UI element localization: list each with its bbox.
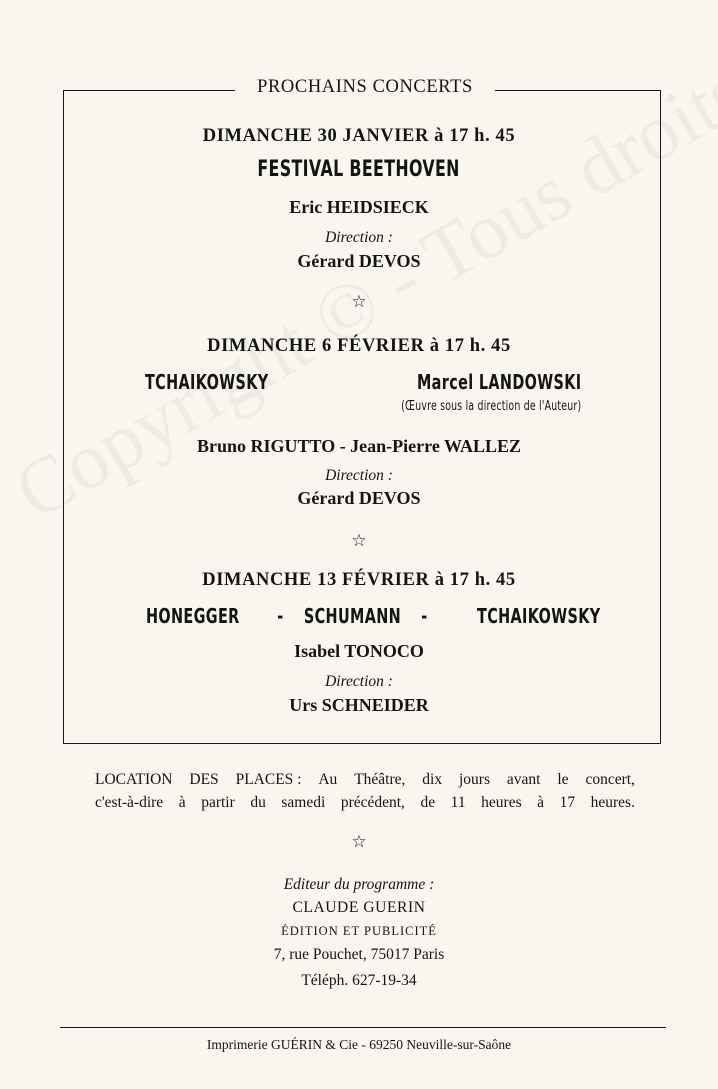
concert-2-composer-left-row bbox=[145, 370, 317, 394]
editor-address: 7, rue Pouchet, 75017 Paris bbox=[273, 946, 445, 963]
bottom-rule bbox=[60, 1027, 666, 1028]
word: à bbox=[537, 794, 545, 811]
star-separator-icon: ☆ bbox=[351, 531, 367, 550]
concert-2-composer-left: TCHAIKOWSKY bbox=[145, 370, 269, 394]
word: LOCATION bbox=[95, 771, 173, 788]
box-title: PROCHAINS CONCERTS bbox=[235, 74, 495, 100]
word: Au bbox=[318, 771, 338, 788]
word: 11 bbox=[450, 794, 466, 811]
editor-label: Editeur du programme : bbox=[283, 876, 435, 893]
word: heures bbox=[481, 794, 522, 811]
star-separator-icon: ☆ bbox=[351, 292, 367, 311]
location-line-2 bbox=[95, 791, 635, 814]
editor-name: CLAUDE GUERIN bbox=[292, 899, 426, 916]
word: à bbox=[178, 794, 186, 811]
location-line-1 bbox=[95, 768, 635, 791]
word: DES bbox=[189, 771, 219, 788]
star-separator-icon: ☆ bbox=[351, 832, 367, 851]
concert-1-program-row bbox=[0, 157, 718, 182]
concert-3-direction-label: Direction : bbox=[325, 673, 393, 690]
composer-separator: - bbox=[421, 604, 428, 628]
word: concert, bbox=[585, 771, 635, 788]
concert-3-composers bbox=[146, 604, 601, 628]
concert-3-date: DIMANCHE 13 FÉVRIER à 17 h. 45 bbox=[202, 570, 516, 590]
concert-3-conductor: Urs SCHNEIDER bbox=[289, 695, 429, 715]
concert-2-direction-label: Direction : bbox=[325, 467, 393, 484]
concert-2-composer-note-row bbox=[331, 397, 581, 415]
concert-2-composer-note: (Œuvre sous la direction de l'Auteur) bbox=[400, 399, 581, 414]
word: heures. bbox=[590, 794, 635, 811]
word: dix bbox=[422, 771, 443, 788]
word: c'est-à-dire bbox=[95, 794, 164, 811]
concert-1-program: FESTIVAL BEETHOVEN bbox=[257, 157, 461, 182]
composer-separator: - bbox=[277, 604, 284, 628]
editor-subtitle: ÉDITION ET PUBLICITÉ bbox=[281, 924, 437, 938]
word: partir bbox=[201, 794, 235, 811]
composer-name: TCHAIKOWSKY bbox=[476, 604, 601, 628]
imprint: Imprimerie GUÉRIN & Cie - 69250 Neuville-sur-Saône bbox=[206, 1037, 512, 1052]
word: jours bbox=[459, 771, 490, 788]
location-paragraph bbox=[95, 768, 635, 814]
word: de bbox=[420, 794, 436, 811]
editor-phone: Téléph. 627-19-34 bbox=[301, 972, 417, 989]
concert-2-date: DIMANCHE 6 FÉVRIER à 17 h. 45 bbox=[207, 336, 511, 356]
word: Théâtre, bbox=[354, 771, 406, 788]
word: samedi bbox=[281, 794, 326, 811]
concert-2-soloist: Bruno RIGUTTO - Jean-Pierre WALLEZ bbox=[196, 436, 522, 456]
word: avant bbox=[506, 771, 541, 788]
concert-1-soloist: Eric HEIDSIECK bbox=[289, 197, 429, 217]
concert-2-composer-right-row bbox=[353, 370, 581, 394]
word: PLACES : bbox=[235, 771, 302, 788]
concert-2-composer-right: Marcel LANDOWSKI bbox=[416, 370, 581, 394]
word: du bbox=[250, 794, 266, 811]
concert-2-conductor: Gérard DEVOS bbox=[297, 488, 421, 508]
concert-1-direction-label: Direction : bbox=[325, 229, 393, 246]
composer-name: HONEGGER bbox=[146, 604, 240, 628]
composer-name: SCHUMANN bbox=[303, 604, 401, 628]
word: le bbox=[557, 771, 569, 788]
concert-1-conductor: Gérard DEVOS bbox=[297, 251, 421, 271]
word: précédent, bbox=[340, 794, 405, 811]
concert-3-soloist: Isabel TONOCO bbox=[294, 641, 424, 661]
concert-1-date: DIMANCHE 30 JANVIER à 17 h. 45 bbox=[202, 126, 516, 146]
word: 17 bbox=[559, 794, 576, 811]
